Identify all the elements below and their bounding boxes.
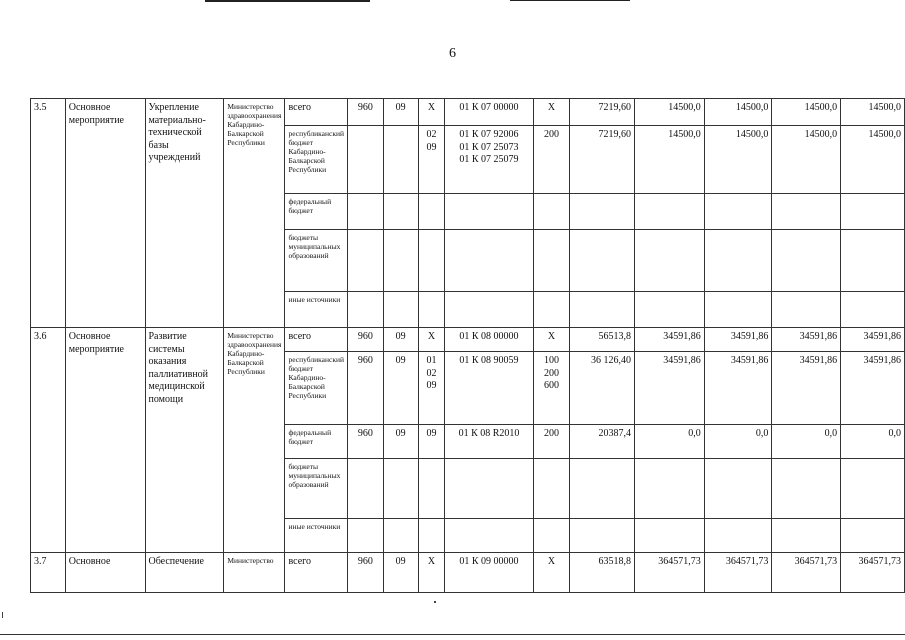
amount-cell: 34591,86: [634, 352, 704, 425]
budget-table: [30, 98, 905, 593]
amount-cell: 14500,0: [704, 99, 772, 126]
amount-cell: 34591,86: [634, 328, 704, 352]
measure-type: Основное мероприятие: [65, 99, 145, 328]
empty-cell: [704, 230, 772, 292]
code-line: 09: [426, 141, 437, 153]
grbs-code: 960: [348, 352, 384, 425]
source-name: иные источники: [285, 519, 348, 553]
grbs-code: 960: [348, 553, 384, 593]
pr-code: Х: [418, 99, 445, 126]
csr-code: 01 К 08 90059: [445, 352, 533, 425]
vr-code: 200: [533, 425, 570, 459]
measure-type: Основное мероприятие: [65, 328, 145, 553]
pr-code: [418, 126, 445, 194]
empty-cell: [445, 519, 533, 553]
vr-code: Х: [533, 328, 570, 352]
empty-cell: [570, 519, 635, 553]
pr-code: 09: [418, 425, 445, 459]
empty-cell: [772, 292, 841, 328]
grbs-code: 960: [348, 425, 384, 459]
scan-speck: [2, 612, 3, 618]
empty-cell: [533, 292, 570, 328]
amount-cell: 364571,73: [704, 553, 772, 593]
empty-cell: [841, 459, 905, 519]
source-name: федеральный бюджет: [285, 194, 348, 230]
empty-cell: [841, 194, 905, 230]
code-line: 01 К 07 92006: [459, 129, 519, 140]
scan-speck: [434, 601, 436, 603]
empty-cell: [704, 519, 772, 553]
amount-cell: 364571,73: [841, 553, 905, 593]
empty-cell: [348, 459, 384, 519]
empty-cell: [383, 230, 418, 292]
empty-cell: [348, 292, 384, 328]
amount-cell: 34591,86: [841, 328, 905, 352]
code-line: 02: [426, 367, 437, 379]
empty-cell: [841, 230, 905, 292]
scan-top-rule: [205, 0, 370, 2]
amount-cell: 14500,0: [841, 99, 905, 126]
source-name: всего: [285, 99, 348, 126]
rz-code: 09: [383, 328, 418, 352]
page-number: 6: [449, 46, 456, 61]
csr-code: 01 К 08 R2010: [445, 425, 533, 459]
amount-cell: 63518,8: [570, 553, 635, 593]
rz-code: 09: [383, 352, 418, 425]
empty-cell: [348, 519, 384, 553]
empty-cell: [634, 292, 704, 328]
amount-cell: 0,0: [772, 425, 841, 459]
rz-code: 09: [383, 553, 418, 593]
empty-cell: [418, 230, 445, 292]
empty-cell: [348, 230, 384, 292]
source-name: федеральный бюджет: [285, 425, 348, 459]
scan-bottom-rule: [0, 634, 905, 635]
row-number: 3.6: [31, 328, 66, 553]
table-row: [31, 553, 905, 593]
amount-cell: 14500,0: [634, 126, 704, 194]
amount-cell: 36 126,40: [570, 352, 635, 425]
vr-code: Х: [533, 553, 570, 593]
empty-cell: [634, 194, 704, 230]
empty-cell: [445, 292, 533, 328]
empty-cell: [533, 230, 570, 292]
table-body: [31, 99, 905, 593]
amount-cell: 14500,0: [772, 126, 841, 194]
empty-cell: [445, 230, 533, 292]
empty-cell: [841, 292, 905, 328]
table-row: [31, 328, 905, 352]
empty-cell: [418, 194, 445, 230]
table-row: [31, 99, 905, 126]
amount-cell: 14500,0: [634, 99, 704, 126]
empty-cell: [772, 519, 841, 553]
measure-type: Основное: [65, 553, 145, 593]
source-name: всего: [285, 328, 348, 352]
empty-cell: [570, 194, 635, 230]
empty-cell: [772, 459, 841, 519]
grbs-code: 960: [348, 328, 384, 352]
amount-cell: 7219,60: [570, 99, 635, 126]
row-number: 3.5: [31, 99, 66, 328]
csr-code: 01 К 09 00000: [445, 553, 533, 593]
scan-top-rule: [510, 0, 630, 1]
amount-cell: 34591,86: [772, 352, 841, 425]
rz-code: 09: [383, 425, 418, 459]
executor: Министерство здравоохранения Кабардино-Балкарской Республики: [224, 328, 285, 553]
executor: Министерство: [224, 553, 285, 593]
empty-cell: [704, 292, 772, 328]
code-line: 100: [543, 355, 559, 366]
measure-title: Обеспечение: [145, 553, 224, 593]
empty-cell: [772, 230, 841, 292]
vr-code: [533, 352, 570, 425]
empty-cell: [704, 459, 772, 519]
measure-title: Развитие системы оказания паллиативной медицинской помощи: [145, 328, 224, 553]
empty-cell: [570, 230, 635, 292]
empty-cell: [704, 194, 772, 230]
amount-cell: 14500,0: [772, 99, 841, 126]
code-line: 01 К 07 25079: [459, 154, 519, 165]
empty-cell: [418, 292, 445, 328]
csr-code: [445, 126, 533, 194]
source-name: иные источники: [285, 292, 348, 328]
empty-cell: [772, 194, 841, 230]
code-line: 09: [426, 380, 437, 391]
empty-cell: [533, 519, 570, 553]
empty-cell: [445, 459, 533, 519]
empty-cell: [383, 519, 418, 553]
amount-cell: 14500,0: [841, 126, 905, 194]
amount-cell: 20387,4: [570, 425, 635, 459]
empty-cell: [383, 459, 418, 519]
amount-cell: 0,0: [704, 425, 772, 459]
grbs-code: 960: [348, 99, 384, 126]
amount-cell: 0,0: [634, 425, 704, 459]
pr-code: Х: [418, 328, 445, 352]
amount-cell: 34591,86: [772, 328, 841, 352]
amount-cell: 364571,73: [634, 553, 704, 593]
amount-cell: 34591,86: [841, 352, 905, 425]
code-line: 01: [426, 355, 437, 366]
empty-cell: [418, 459, 445, 519]
amount-cell: 34591,86: [704, 352, 772, 425]
amount-cell: 34591,86: [704, 328, 772, 352]
code-line: 01 К 07 25073: [459, 141, 519, 153]
code-line: 200: [543, 367, 559, 379]
empty-cell: [383, 194, 418, 230]
rz-code: [383, 126, 418, 194]
row-number: 3.7: [31, 553, 66, 593]
measure-title: Укрепление материально-технической базы учреждений: [145, 99, 224, 328]
code-line: 600: [543, 380, 559, 391]
code-line: 02: [426, 129, 437, 140]
source-name: всего: [285, 553, 348, 593]
executor: Министерство здравоохранения Кабардино-Балкарской Республики: [224, 99, 285, 328]
empty-cell: [418, 519, 445, 553]
pr-code: [418, 352, 445, 425]
pr-code: Х: [418, 553, 445, 593]
empty-cell: [348, 194, 384, 230]
empty-cell: [570, 292, 635, 328]
source-name: бюджеты муниципальных образований: [285, 459, 348, 519]
amount-cell: 56513,8: [570, 328, 635, 352]
source-name: бюджеты муниципальных образований: [285, 230, 348, 292]
csr-code: 01 К 08 00000: [445, 328, 533, 352]
empty-cell: [634, 230, 704, 292]
amount-cell: 7219,60: [570, 126, 635, 194]
grbs-code: [348, 126, 384, 194]
amount-cell: 14500,0: [704, 126, 772, 194]
csr-code: 01 К 07 00000: [445, 99, 533, 126]
empty-cell: [533, 459, 570, 519]
empty-cell: [634, 459, 704, 519]
empty-cell: [533, 194, 570, 230]
vr-code: Х: [533, 99, 570, 126]
empty-cell: [445, 194, 533, 230]
vr-code: 200: [533, 126, 570, 194]
empty-cell: [570, 459, 635, 519]
source-name: республиканский бюджет Кабардино-Балкарской Республики: [285, 352, 348, 425]
amount-cell: 364571,73: [772, 553, 841, 593]
source-name: республиканский бюджет Кабардино-Балкарской Республики: [285, 126, 348, 194]
rz-code: 09: [383, 99, 418, 126]
empty-cell: [383, 292, 418, 328]
empty-cell: [841, 519, 905, 553]
amount-cell: 0,0: [841, 425, 905, 459]
empty-cell: [634, 519, 704, 553]
